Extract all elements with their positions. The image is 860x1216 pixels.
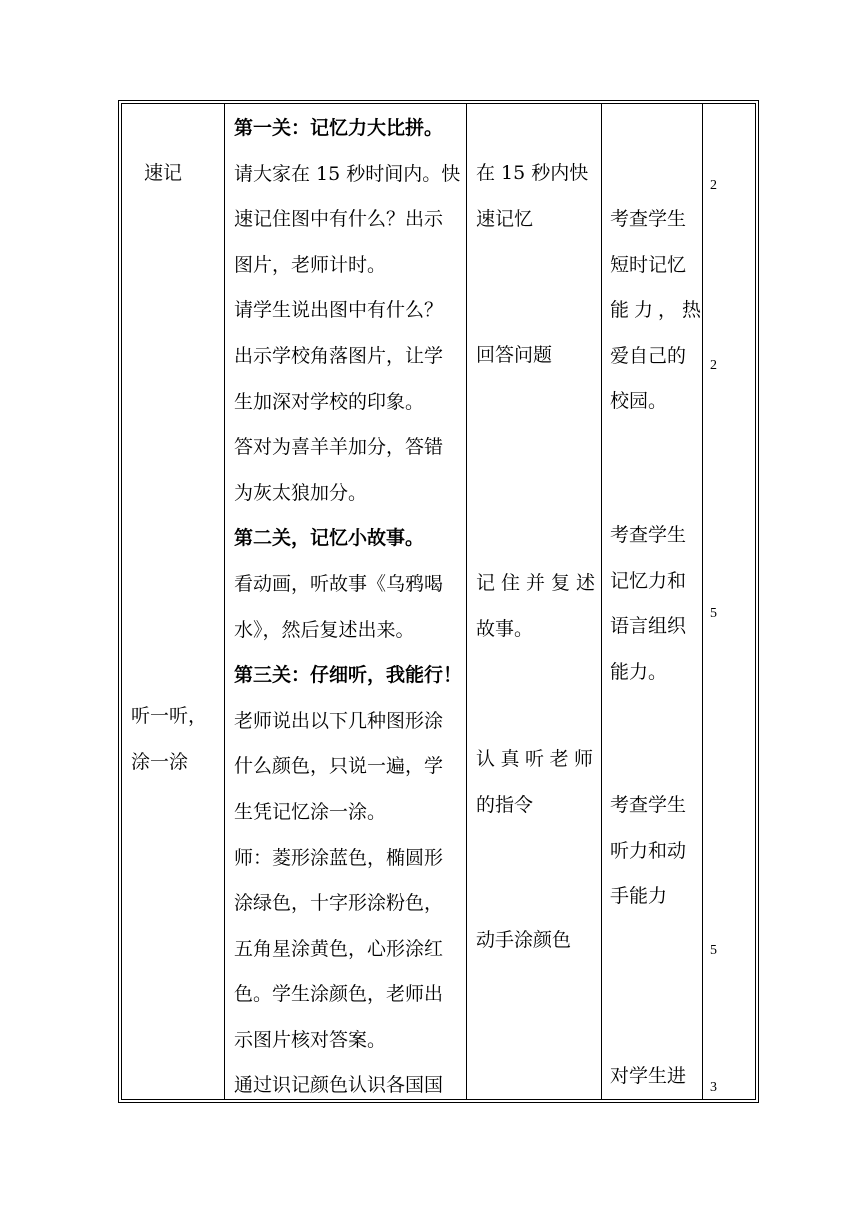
text-line: 生凭记忆涂一涂。 [234,800,387,823]
text-line: 考查学生 [610,524,687,546]
text-line: 请大家在 15 秒时间内。快 [234,162,461,185]
column-divider [466,103,467,1100]
justified-text: 记住并复述 [476,572,602,594]
text-line: 速记住图中有什么？出示 [234,208,444,231]
text-line: 生加深对学校的印象。 [234,390,425,413]
text-line: 色。学生涂颜色，老师出 [234,983,444,1006]
section-label-line: 涂一涂 [131,750,189,773]
section-label-memorize: 速记 [144,162,183,184]
text-line: 看动画，听故事《乌鸦喝 [234,572,444,595]
student-activity-c [476,561,602,652]
column-divider [224,103,225,1100]
text-line: 什么颜色，只说一遍，学 [234,755,444,778]
text-line: 考查学生 [610,208,687,230]
text-line: 请学生说出图中有什么？ [234,299,444,322]
text-line: 出示学校角落图片，让学 [234,344,444,367]
text-line: 手能力 [610,885,668,908]
text-line: 五角星涂黄色，心形涂红 [234,937,444,960]
text-line: 语言组织 [610,615,687,638]
text-line: 认真听老师 [476,748,599,770]
text-line: 能力，热 [610,299,707,322]
text-line: 水》，然后复述出来。 [234,618,415,641]
stage-title: 第二关，记忆小故事。 [234,527,425,550]
time-value: 5 [710,606,717,621]
text-line: 听力和动 [610,839,687,862]
text-line: 考查学生 [610,794,687,816]
text-line: 能力。 [610,660,668,683]
time-value: 2 [710,178,717,193]
text-line [476,561,602,607]
student-activity-d [476,737,599,828]
text-line: 的指令 [476,793,534,816]
text-line: 在 15 秒内快 [476,162,589,184]
text-line: 答对为喜羊羊加分，答错 [234,436,444,459]
section-label-line: 听一听， [131,705,208,727]
section-label-listen [131,694,207,785]
text-line: 短时记忆 [610,253,687,276]
text-line: 记忆力和 [610,569,687,592]
student-activity-e: 动手涂颜色 [476,929,572,951]
text-line: 通过识记颜色认识各国国 [234,1074,444,1097]
design-intent-a [610,197,706,425]
text-line: 图片，老师计时。 [234,253,387,276]
text-line: 爱自己的 [610,344,687,367]
column-divider [601,103,602,1100]
text-line: 老师说出以下几种图形涂 [234,709,444,732]
time-value: 5 [710,943,717,958]
text-line: 师：菱形涂蓝色，椭圆形 [234,846,444,869]
student-activity-b: 回答问题 [476,344,553,366]
text-line: 示图片核对答案。 [234,1028,387,1051]
time-value: 2 [710,358,717,373]
text-line: 校园。 [610,390,668,413]
stage-title: 第一关：记忆力大比拼。 [234,117,444,139]
text-line: 涂绿色，十字形涂粉色， [234,892,444,915]
teacher-activity-column [234,106,463,1109]
time-value: 3 [710,1080,717,1095]
stage-title: 第三关：仔细听，我能行！ [234,664,463,687]
student-activity-a [476,151,588,242]
design-intent-d: 对学生进 [610,1065,687,1087]
text-line: 故事。 [476,617,534,640]
text-line: 为灰太狼加分。 [234,481,368,504]
design-intent-b [610,513,686,695]
design-intent-c [610,783,686,920]
text-line: 速记忆 [476,207,534,230]
